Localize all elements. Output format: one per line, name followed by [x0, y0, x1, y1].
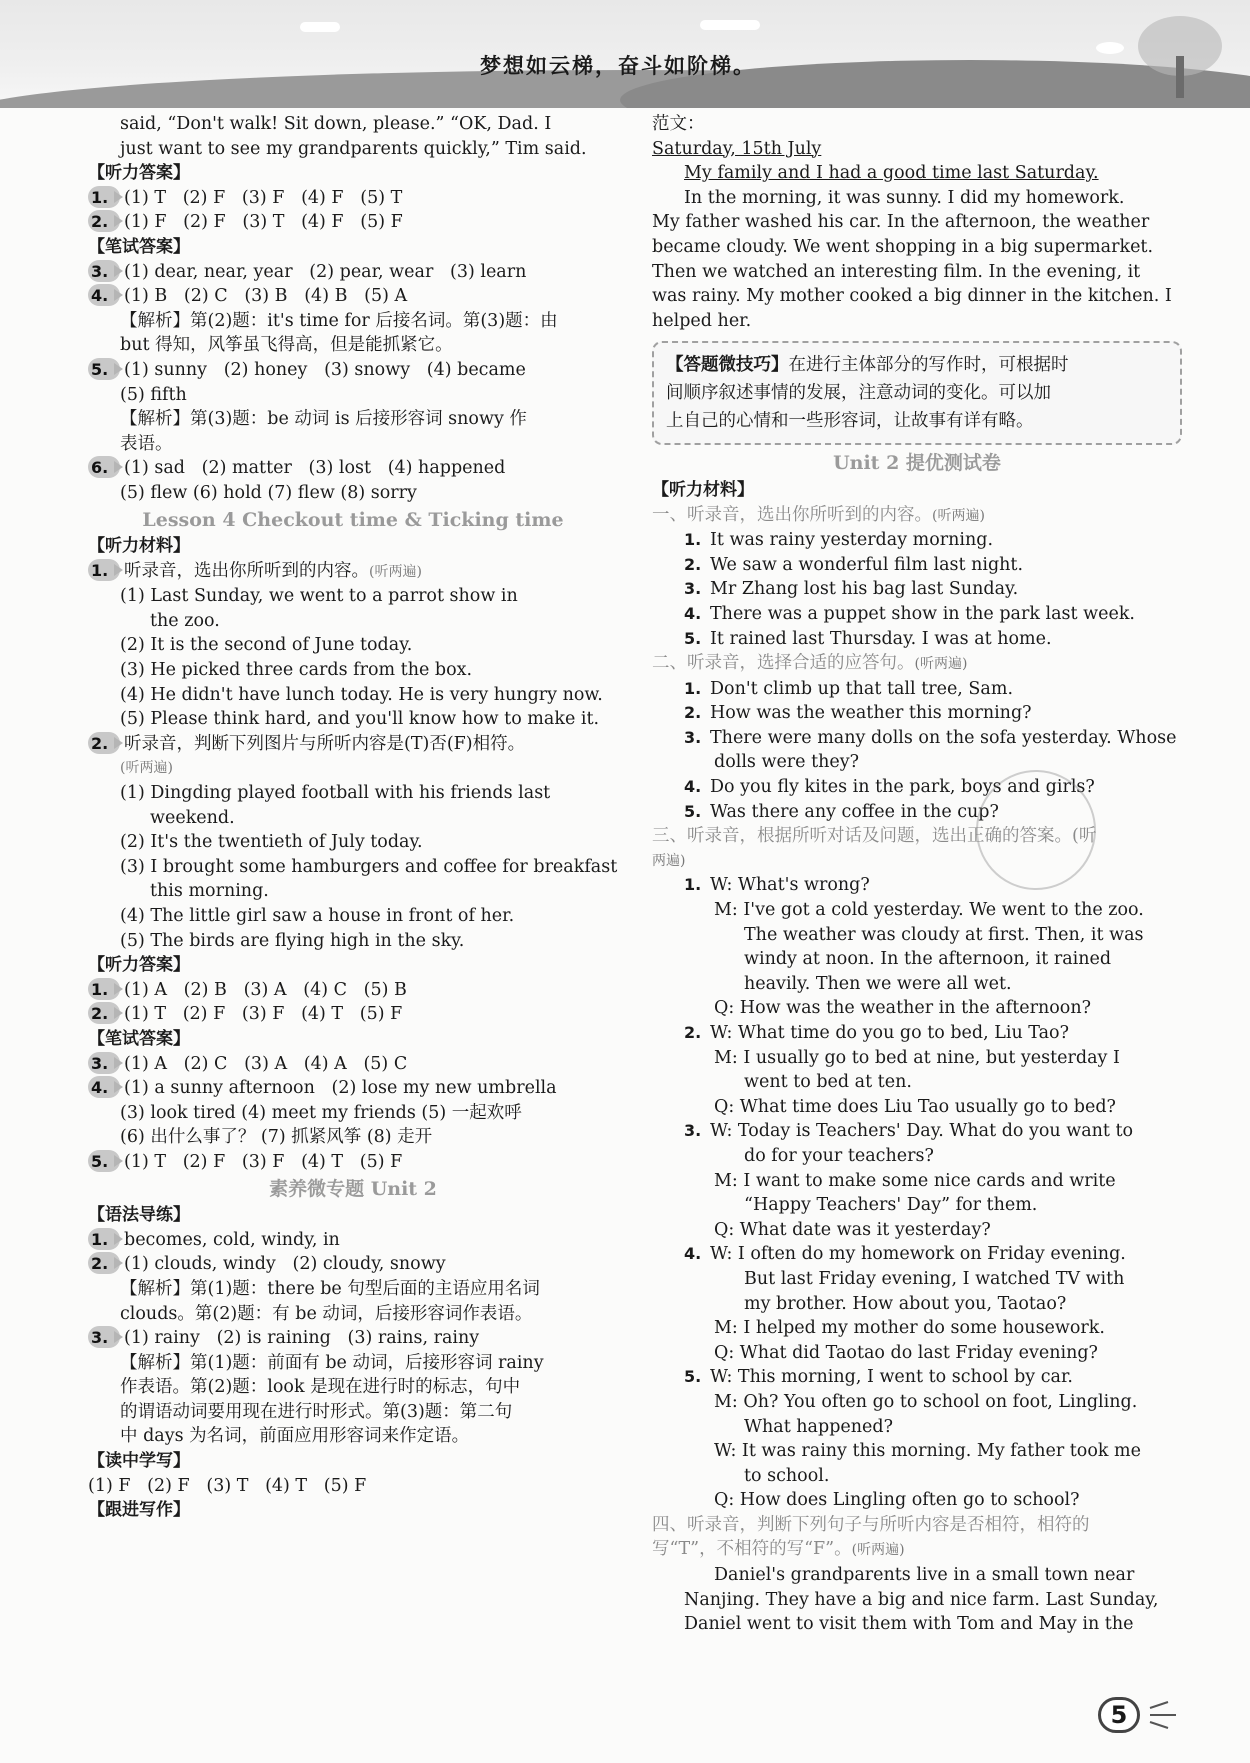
question-number-badge: 2.	[88, 1252, 124, 1272]
part-title: 两遍)	[652, 852, 686, 869]
left-column	[88, 112, 618, 1523]
answer-row: 2. (1) clouds, windy (2) cloudy, snowy	[88, 1252, 618, 1277]
script-line: (2) It is the second of June today.	[120, 635, 413, 656]
question-number-badge: 4.	[88, 284, 124, 304]
dialog-line: M: I helped my mother do some housework.	[714, 1318, 1105, 1339]
script-line: 1. Don't climb up that tall tree, Sam.	[684, 678, 1014, 699]
model-label: 范文：	[652, 114, 705, 134]
tree-icon	[1070, 8, 1230, 98]
answer-row: 2. (1) F (2) F (3) T (4) F (5) F	[88, 210, 618, 235]
dialog-line: M: Oh? You often go to school on foot, Lingling.	[714, 1391, 1138, 1412]
tip-text: 间顺序叙述事情的发展，注意动词的变化。可以加	[666, 383, 1051, 404]
script-line: (2) It's the twentieth of July today.	[120, 832, 423, 853]
script-line: (1) Last Sunday, we went to a parrot show in	[120, 586, 518, 607]
script-line: 4. There was a puppet show in the park last week.	[684, 603, 1135, 624]
dialog-line: Q: What time does Liu Tao usually go to bed?	[714, 1096, 1116, 1117]
answer-row: (3) look tired (4) meet my friends (5) 一起欢呼	[120, 1102, 522, 1123]
question-number-badge: 5.	[88, 358, 124, 378]
section-heading: 【笔试答案】	[88, 1028, 190, 1049]
analysis-note: 【解析】第(1)题：前面有 be 动词，后接形容词 rainy	[120, 1352, 544, 1373]
answer-row: 1. (1) T (2) F (3) F (4) F (5) T	[88, 186, 618, 211]
tip-box	[652, 341, 1182, 445]
script-line: 5. It rained last Thursday. I was at home.	[684, 628, 1052, 649]
question-number-badge: 1.	[88, 559, 124, 579]
analysis-note: 中 days 为名词，前面应用形容词来作定语。	[120, 1426, 470, 1447]
passage-line: Daniel went to visit them with Tom and May in the	[684, 1614, 1134, 1635]
script-line: 1. It was rainy yesterday morning.	[684, 530, 994, 551]
essay-line: was rainy. My mother cooked a big dinner in the kitchen. I	[652, 286, 1172, 307]
unit-title: Unit 2 提优测试卷	[833, 452, 1001, 475]
essay-date: Saturday, 15th July	[652, 138, 822, 159]
script-line: 2. We saw a wonderful film last night.	[684, 554, 1024, 575]
section-heading: 【听力答案】	[88, 163, 190, 184]
section-heading: 【听力答案】	[88, 955, 190, 976]
tip-text: 上自己的心情和一些形容词，让故事有详有略。	[666, 411, 1034, 432]
topic-title: 素养微专题 Unit 2	[269, 1177, 437, 1200]
script-line: (4) The little girl saw a house in front of her.	[120, 906, 515, 926]
page-number: 5	[1098, 1697, 1140, 1733]
script-line: (3) He picked three cards from the box.	[120, 660, 473, 681]
dialog-line: M: I've got a cold yesterday. We went to the zoo.	[714, 900, 1144, 921]
script-line: this morning.	[150, 881, 269, 902]
dialog-line: M: I usually go to bed at nine, but yesterday I	[714, 1047, 1120, 1068]
answer-row: 6. (1) sad (2) matter (3) lost (4) happened	[88, 456, 618, 481]
analysis-note: 【解析】第(3)题：be 动词 is 后接形容词 snowy 作	[120, 409, 527, 430]
answer-row: 1. (1) A (2) B (3) A (4) C (5) B	[88, 978, 618, 1003]
dialog-line: What happened?	[744, 1416, 893, 1437]
answer-row: 3. (1) dear, near, year (2) pear, wear (3) learn	[88, 260, 618, 285]
dialog-line: my brother. How about you, Taotao?	[744, 1293, 1067, 1314]
essay-line: My father washed his car. In the afternoon, the weather	[652, 212, 1150, 233]
question-number-badge: 2.	[88, 210, 124, 230]
answer-row: (5) fifth	[120, 384, 187, 405]
section-heading: 【读中学写】	[88, 1451, 190, 1472]
question-number-badge: 5.	[88, 1150, 124, 1170]
dialog-line: heavily. Then we were all wet.	[744, 973, 1012, 994]
question-number-badge: 6.	[88, 456, 124, 476]
script-line: (5) The birds are flying high in the sky.	[120, 930, 465, 951]
dialog-line: W: It was rainy this morning. My father took me	[714, 1441, 1141, 1462]
question-title: 1. 听录音，选出你所听到的内容。(听两遍)	[88, 559, 618, 585]
question-number-badge: 1.	[88, 186, 124, 206]
question-number-badge: 2.	[88, 732, 124, 752]
essay-line: Then we watched an interesting film. In the evening, it	[652, 261, 1141, 282]
essay-line: helped her.	[652, 310, 752, 331]
dialog-line: 5. W: This morning, I went to school by car.	[684, 1367, 1073, 1388]
answer-row: 2. (1) T (2) F (3) F (4) T (5) F	[88, 1002, 618, 1027]
dialog-line: do for your teachers?	[744, 1145, 934, 1166]
script-line: (1) Dingding played football with his friends last	[120, 783, 551, 804]
text-line: said, “Don't walk! Sit down, please.” “OK, Dad. I	[120, 114, 552, 134]
page-number-decoration-icon	[1146, 1700, 1186, 1730]
dialog-line: 2. W: What time do you go to bed, Liu Tao?	[684, 1023, 1069, 1043]
script-line: weekend.	[150, 807, 235, 828]
question-number-badge: 1.	[88, 1228, 124, 1248]
answer-row: 4. (1) a sunny afternoon (2) lose my new umbrella	[88, 1076, 618, 1101]
cloud-icon	[300, 22, 340, 32]
section-heading: 【笔试答案】	[88, 236, 190, 257]
answer-row: (6) 出什么事了？ (7) 抓紧风筝 (8) 走开	[120, 1127, 433, 1148]
essay-line: In the morning, it was sunny. I did my homework.	[684, 187, 1125, 208]
dialog-line: 4. W: I often do my homework on Friday evening.	[684, 1244, 1126, 1265]
section-heading: 【听力材料】	[652, 479, 754, 500]
answer-row: 3. (1) rainy (2) is raining (3) rains, rainy	[88, 1326, 618, 1351]
section-heading: 【语法导练】	[88, 1205, 190, 1226]
analysis-note: 【解析】第(2)题：it's time for 后接名词。第(3)题：由	[120, 310, 558, 331]
dialog-line: Q: How was the weather in the afternoon?	[714, 998, 1091, 1019]
lesson-title: Lesson 4 Checkout time & Ticking time	[142, 508, 564, 531]
right-column	[652, 112, 1182, 1637]
script-line: (4) He didn't have lunch today. He is very hungry now.	[120, 684, 603, 705]
question-number-badge: 4.	[88, 1076, 124, 1096]
answer-row: (5) flew (6) hold (7) flew (8) sorry	[120, 482, 417, 503]
dialog-line: went to bed at ten.	[744, 1072, 912, 1093]
script-line: 3. There were many dolls on the sofa yesterday. Whose	[684, 727, 1177, 748]
script-line: 2. How was the weather this morning?	[684, 703, 1032, 724]
question-number-badge: 1.	[88, 978, 124, 998]
script-line: the zoo.	[150, 610, 220, 631]
script-line: (3) I brought some hamburgers and coffee for breakfast	[120, 856, 618, 877]
section-heading: 【跟进写作】	[88, 1500, 190, 1521]
answer-row: (1) F (2) F (3) T (4) T (5) F	[88, 1475, 367, 1496]
answer-row: 3. (1) A (2) C (3) A (4) A (5) C	[88, 1052, 618, 1077]
script-line: 3. Mr Zhang lost his bag last Sunday.	[684, 579, 1019, 600]
essay-line: became cloudy. We went shopping in a big supermarket.	[652, 236, 1154, 257]
part-title: 四、听录音，判断下列句子与所听内容是否相符，相符的	[652, 1514, 1090, 1535]
script-line: 5. Was there any coffee in the cup?	[684, 801, 999, 822]
dialog-line: Q: What date was it yesterday?	[714, 1219, 991, 1240]
question-number-badge: 3.	[88, 1326, 124, 1346]
question-number-badge: 3.	[88, 260, 124, 280]
section-heading: 【听力材料】	[88, 536, 190, 557]
analysis-note: clouds。第(2)题：有 be 动词，后接形容词作表语。	[120, 1303, 533, 1324]
answer-row: 1. becomes, cold, windy, in	[88, 1228, 618, 1253]
passage-line: Daniel's grandparents live in a small town near	[714, 1565, 1135, 1586]
analysis-note: 【解析】第(1)题：there be 句型后面的主语应用名词	[120, 1278, 540, 1299]
tip-key: 【答题微技巧】	[666, 355, 789, 376]
answer-row: 4. (1) B (2) C (3) B (4) B (5) A	[88, 284, 618, 309]
analysis-note: 表语。	[120, 433, 173, 454]
part-title: 一、听录音，选出你所听到的内容。(听两遍)	[652, 504, 985, 525]
analysis-note: but 得知，风筝虽飞得高，但是能抓紧它。	[120, 335, 453, 356]
header-motto: 梦想如云梯，奋斗如阶梯。	[480, 54, 756, 78]
script-line: (5) Please think hard, and you'll know how to make it.	[120, 709, 600, 730]
dialog-line: 3. W: Today is Teachers' Day. What do you want to	[684, 1121, 1134, 1142]
part-title: 写“T”，不相符的写“F”。(听两遍)	[652, 1539, 905, 1560]
dialog-line: windy at noon. In the afternoon, it rained	[744, 949, 1112, 970]
dialog-line: The weather was cloudy at first. Then, it was	[744, 924, 1144, 945]
dialog-line: 1. W: What's wrong?	[684, 875, 870, 896]
script-line: dolls were they?	[714, 752, 860, 773]
header-banner	[0, 0, 1250, 108]
dialog-line: Q: What did Taotao do last Friday evening?	[714, 1342, 1098, 1363]
passage-line: Nanjing. They have a big and nice farm. Last Sunday,	[684, 1589, 1159, 1610]
part-title: 三、听录音，根据所听对话及问题，选出正确的答案。(听	[652, 826, 1097, 847]
dialog-line: “Happy Teachers' Day” for them.	[744, 1195, 1038, 1216]
text-line: just want to see my grandparents quickly,” Tim said.	[120, 138, 587, 159]
dialog-line: But last Friday evening, I watched TV with	[744, 1268, 1125, 1289]
dialog-line: to school.	[744, 1465, 830, 1486]
question-number-badge: 3.	[88, 1052, 124, 1072]
part-title: 二、听录音，选择合适的应答句。(听两遍)	[652, 653, 968, 674]
analysis-note: 作表语。第(2)题：look 是现在进行时的标志，句中	[120, 1377, 521, 1398]
script-line: 4. Do you fly kites in the park, boys and girls?	[684, 777, 1095, 798]
answer-row: 5. (1) sunny (2) honey (3) snowy (4) became	[88, 358, 618, 383]
answer-row: 5. (1) T (2) F (3) F (4) T (5) F	[88, 1150, 618, 1175]
dialog-line: Q: How does Lingling often go to school?	[714, 1490, 1080, 1511]
cloud-icon	[700, 20, 760, 30]
tip-text: 在进行主体部分的写作时，可根据时	[788, 355, 1069, 376]
essay-line: My family and I had a good time last Saturday.	[684, 163, 1099, 184]
analysis-note: 的谓语动词要用现在进行时形式。第(3)题：第二句	[120, 1401, 513, 1422]
repeat-note: (听两遍)	[120, 760, 173, 777]
question-title: 2. 听录音，判断下列图片与所听内容是(T)否(F)相符。	[88, 732, 618, 757]
dialog-line: M: I want to make some nice cards and write	[714, 1170, 1116, 1191]
question-number-badge: 2.	[88, 1002, 124, 1022]
